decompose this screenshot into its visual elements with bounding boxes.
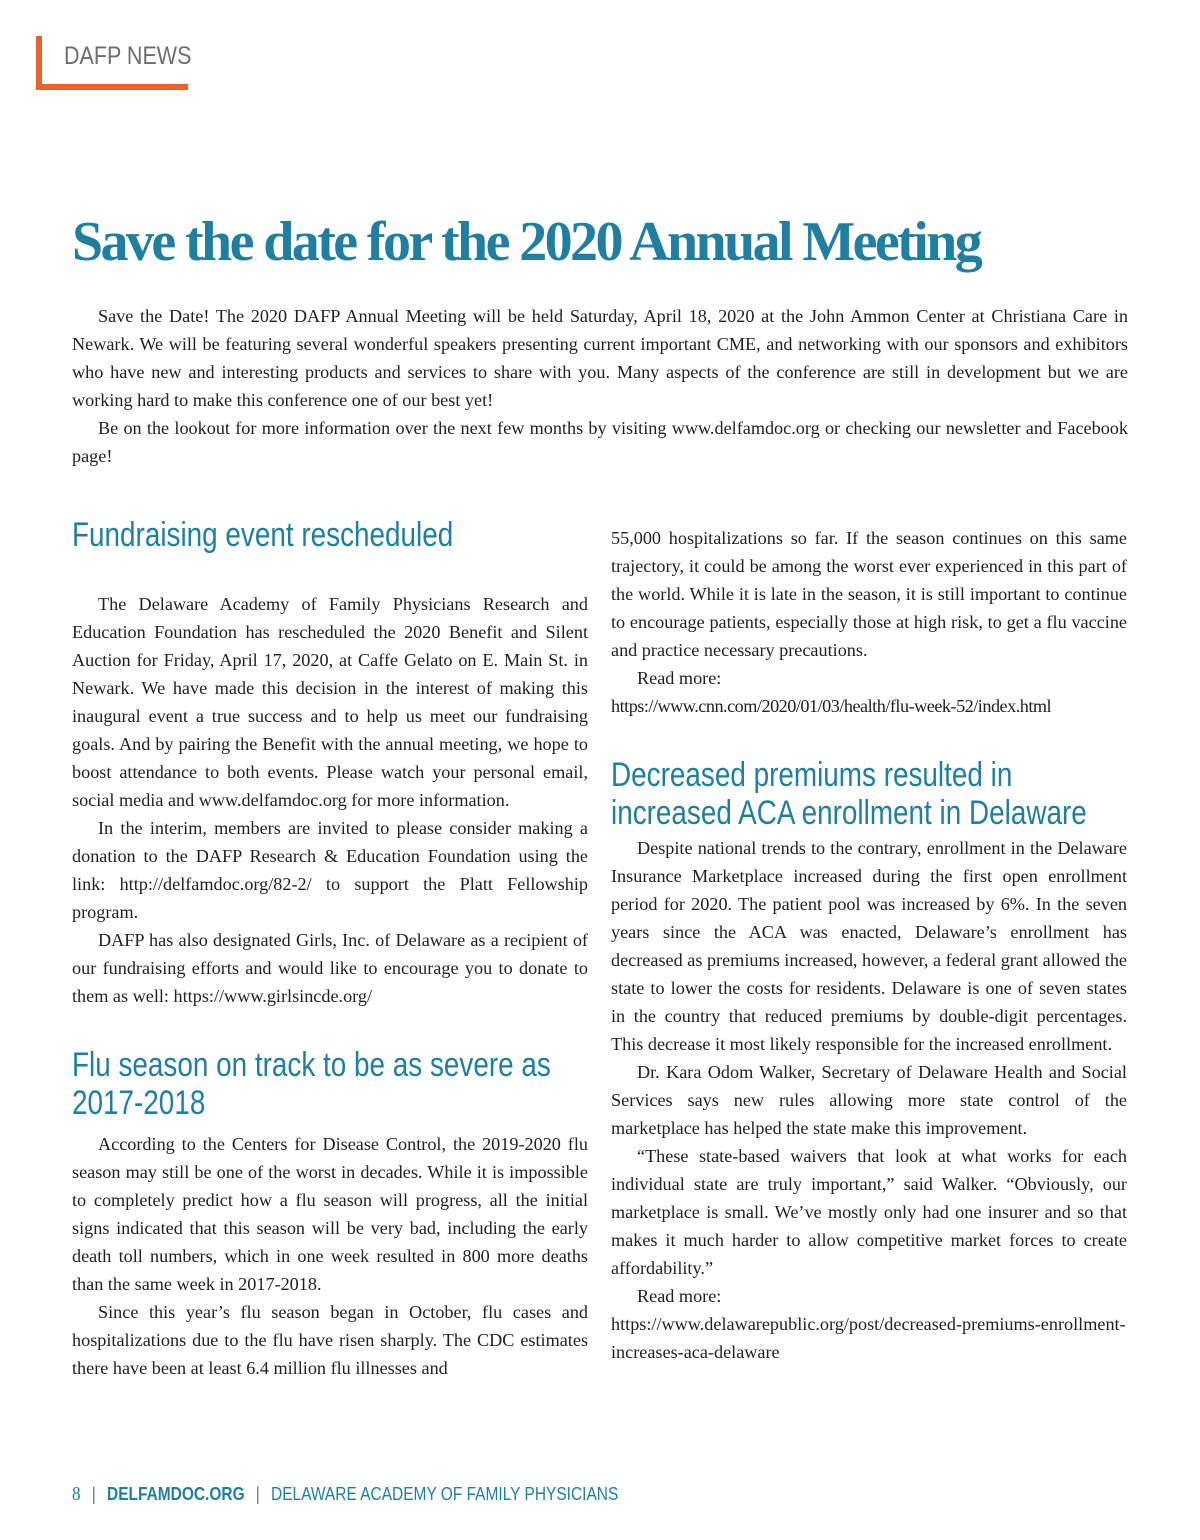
aca-paragraph-2: Dr. Kara Odom Walker, Secretary of Delaware Health and Social Services says new rules allowing more state control of the marketplace has helped the state make this improvement.: [611, 1062, 1127, 1138]
flu-heading-line-2: 2017-2018: [72, 1084, 206, 1122]
aca-heading-line-2: increased ACA enrollment in Delaware: [611, 794, 1087, 832]
section-tag-bar-vertical: [36, 36, 42, 90]
page-number: 8: [72, 1483, 81, 1505]
flu-source-link[interactable]: https://www.cnn.com/2020/01/03/health/flu-week-52/index.html: [611, 696, 1052, 716]
aca-paragraph-1: Despite national trends to the contrary, enrollment in the Delaware Insurance Marketplace increased during the first open enrollment period for 2020. The patient pool was increased by 6%. In the seven years since the ACA was enacted, Delaware’s enrollment has decreased as premiums increased, however, a federal grant allowed the state to lower the costs for residents. Delaware is one of seven states in the country that reduced premiums by double-digit percentages. This decrease it most likely responsible for the increased enrollment.: [611, 838, 1127, 1054]
left-column: [72, 516, 588, 1382]
fundraising-heading: Fundraising event rescheduled: [72, 516, 454, 554]
intro-paragraph-1: Save the Date! The 2020 DAFP Annual Meeting will be held Saturday, April 18, 2020 at the John Ammon Center at Christiana Care in Newark. We will be featuring several wonderful speakers presenting current important CME, and networking with our sponsors and exhibitors who have new and interesting products and services to share with you. Many aspects of the conference are still in development but we are working hard to make this conference one of our best yet!: [72, 306, 1128, 410]
fundraising-paragraph-1: The Delaware Academy of Family Physicians Research and Education Foundation has rescheduled the 2020 Benefit and Silent Auction for Friday, April 17, 2020, at Caffe Gelato on E. Main St. in Newark. We have made this decision in the interest of making this inaugural event a true success and to help us meet our fundraising goals. And by pairing the Benefit with the annual meeting, we hope to boost attendance to both events. Please watch your personal email, social media and www.delfamdoc.org for more information.: [72, 594, 588, 810]
page-footer: [72, 1483, 618, 1506]
page-title: Save the date for the 2020 Annual Meeting: [72, 211, 981, 273]
footer-separator-2: |: [255, 1484, 260, 1504]
footer-site-link[interactable]: DELFAMDOC.ORG: [107, 1484, 245, 1504]
flu-paragraph-2-continued: 55,000 hospitalizations so far. If the season continues on this same trajectory, it could be among the worst ever experienced in this part of the world. While it is late in the season, it is still important to continue to encourage patients, especially those at high risk, to get a flu vaccine and practice necessary precautions.: [611, 528, 1127, 660]
aca-source-link[interactable]: https://www.delawarepublic.org/post/decreased-premiums-enrollment-increases-aca-delaware: [611, 1314, 1126, 1362]
section-label: DAFP NEWS: [64, 42, 192, 70]
intro-article: [72, 302, 1128, 470]
aca-heading: [611, 756, 1087, 832]
flu-paragraph-2: Since this year’s flu season began in October, flu cases and hospitalizations due to the flu have risen sharply. The CDC estimates there have been at least 6.4 million flu illnesses and: [72, 1302, 588, 1378]
footer-organization: DELAWARE ACADEMY OF FAMILY PHYSICIANS: [271, 1484, 619, 1504]
flu-heading: [72, 1046, 551, 1122]
flu-read-more: Read more:: [637, 668, 722, 688]
fundraising-paragraph-3: DAFP has also designated Girls, Inc. of Delaware as a recipient of our fundraising efforts and would like to encourage you to donate to them as well: https://www.girlsincde.org/: [72, 930, 588, 1006]
section-tag: [36, 36, 192, 90]
flu-paragraph-1: According to the Centers for Disease Control, the 2019-2020 flu season may still be one of the worst in decades. While it is impossible to completely predict how a flu season will progress, all the initial signs indicated that this season will be very bad, including the early death toll numbers, which in one week resulted in 800 more deaths than the same week in 2017-2018.: [72, 1134, 588, 1294]
fundraising-paragraph-2: In the interim, members are invited to please consider making a donation to the DAFP Research & Education Foundation using the link: http://delfamdoc.org/82-2/ to support the Platt Fellowship program.: [72, 818, 588, 922]
intro-paragraph-2: Be on the lookout for more information over the next few months by visiting www.delfamdoc.org or checking our newsletter and Facebook page!: [72, 418, 1128, 466]
right-column: [611, 524, 1127, 1366]
aca-read-more: Read more:: [637, 1286, 722, 1306]
aca-paragraph-3: “These state-based waivers that look at what works for each individual state are truly important,” said Walker. “Obviously, our marketplace is small. We’ve mostly only had one insurer and so that makes it much harder to allow competitive market forces to create affordability.”: [611, 1146, 1127, 1278]
flu-heading-line-1: Flu season on track to be as severe as: [72, 1046, 551, 1084]
footer-separator-1: |: [91, 1484, 96, 1504]
section-tag-bar-horizontal: [36, 84, 188, 90]
aca-heading-line-1: Decreased premiums resulted in: [611, 756, 1013, 794]
